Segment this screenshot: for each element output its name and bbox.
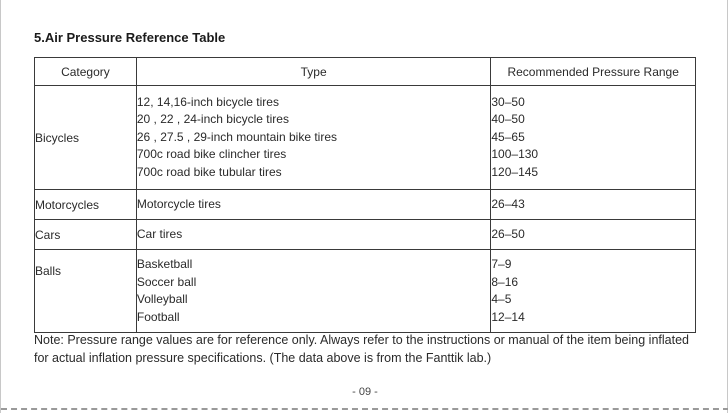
reference-note: Note: Pressure range values are for reference only. Always refer to the instructions or manual of the item being inflated for actual inflation pressure specifications. (The data above is from the Fanttik lab.) xyxy=(34,333,689,365)
range-cell xyxy=(491,220,696,250)
category-cell: Cars xyxy=(35,220,137,250)
range-line: 12–14 xyxy=(491,309,525,324)
header-range: Recommended Pressure Range xyxy=(491,58,696,86)
range-line: 8–16 xyxy=(491,274,519,289)
range-cell xyxy=(491,190,696,220)
type-line: Basketball xyxy=(136,257,193,271)
range-line: 30–50 xyxy=(491,94,525,109)
range-line: 40–50 xyxy=(491,112,525,127)
page-number: - 09 - xyxy=(352,386,378,398)
table-row xyxy=(35,86,696,190)
category-cell: Balls xyxy=(35,250,137,333)
table-header-row xyxy=(35,58,696,86)
type-cell xyxy=(136,86,491,190)
type-line: Car tires xyxy=(136,226,183,241)
range-line: 45–65 xyxy=(491,129,525,144)
type-line: 700c road bike tubular tires xyxy=(136,164,282,179)
section-title: 5.Air Pressure Reference Table xyxy=(34,30,226,45)
range-line: 26–43 xyxy=(491,196,525,211)
range-cell xyxy=(491,86,696,190)
page-bottom-divider xyxy=(1,408,728,410)
table-row xyxy=(35,190,696,220)
type-line: Soccer ball xyxy=(136,274,197,289)
header-type: Type xyxy=(136,58,491,86)
header-category: Category xyxy=(35,58,137,86)
type-line: 12, 14,16-inch bicycle tires xyxy=(136,94,279,109)
table-row xyxy=(35,250,696,333)
type-line: Volleyball xyxy=(136,292,188,306)
air-pressure-table xyxy=(34,57,696,333)
type-cell xyxy=(136,220,491,250)
type-cell xyxy=(136,250,491,333)
range-line: 26–50 xyxy=(491,226,525,241)
range-line: 100–130 xyxy=(491,147,539,162)
type-cell xyxy=(136,190,491,220)
category-cell: Bicycles xyxy=(35,86,137,190)
type-line: 20 , 22 , 24-inch bicycle tires xyxy=(136,112,289,127)
type-line: 700c road bike clincher tires xyxy=(136,147,287,162)
table-row xyxy=(35,220,696,250)
range-line: 7–9 xyxy=(491,257,512,271)
category-cell: Motorcycles xyxy=(35,190,137,220)
range-line: 120–145 xyxy=(491,164,539,179)
range-line: 4–5 xyxy=(491,292,512,306)
type-line: 26 , 27.5 , 29-inch mountain bike tires xyxy=(136,129,337,144)
range-cell xyxy=(491,250,696,333)
type-line: Motorcycle tires xyxy=(136,196,221,211)
type-line: Football xyxy=(136,309,180,324)
